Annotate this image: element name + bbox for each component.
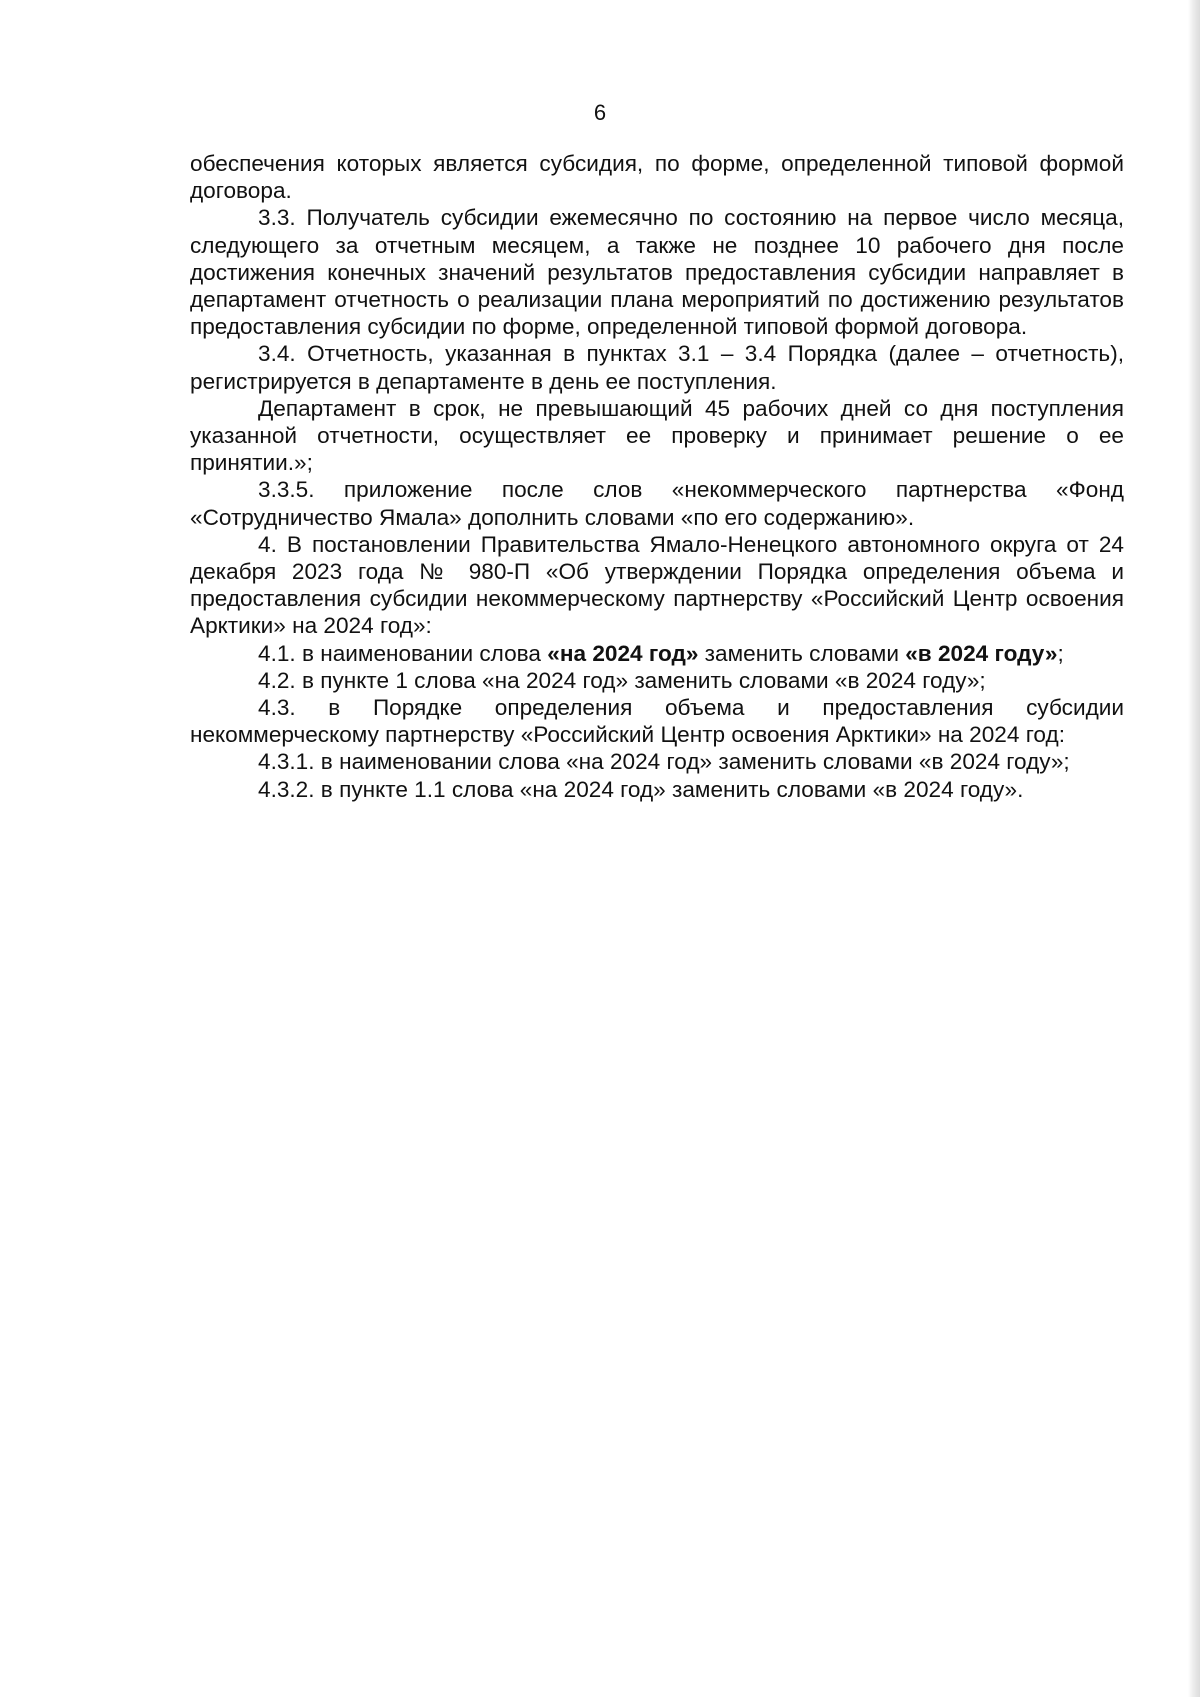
paragraph-4-1-middle: заменить словами <box>698 640 906 666</box>
paragraph-4-3-1: 4.3.1. в наименовании слова «на 2024 год» заменить словами «в 2024 году»; <box>258 749 1070 775</box>
paragraph-4-3: 4.3. в Порядке определения объема и предоставления субсидии некоммерческому партнерству «Российский Центр освоения Арктики» на 2024 год: <box>190 695 1124 748</box>
paragraph-3-3: 3.3. Получатель субсидии ежемесячно по состоянию на первое число месяца, следующего за отчетным месяцем, а также не позднее 10 рабочего дня после достижения конечных значений результатов предоставления субсидии направляет в департамент отчетность о реализации плана мероприятий по достижению результатов предоставления субсидии по форме, определенной типовой формой договора. <box>190 205 1124 340</box>
page-number: 6 <box>593 100 607 125</box>
paragraph-4-1-prefix: 4.1. в наименовании слова <box>258 640 548 666</box>
paragraph-4-2: 4.2. в пункте 1 слова «на 2024 год» заменить словами «в 2024 году»; <box>258 667 986 693</box>
paragraph-3-3-5: 3.3.5. приложение после слов «некоммерческого партнерства «Фонд «Сотрудничество Ямала» дополнить словами «по его содержанию». <box>190 477 1124 530</box>
paragraph-4-1-suffix: ; <box>1057 640 1064 666</box>
paragraph-4: 4. В постановлении Правительства Ямало-Ненецкого автономного округа от 24 декабря 2023 года № 980-П «Об утверждении Порядка определения объема и предоставления субсидии некоммерческому партнерству «Российский Центр освоения Арктики» на 2024 год»: <box>190 531 1124 639</box>
scan-edge-shadow <box>1188 0 1200 1697</box>
paragraph-4-1-bold-new: «в 2024 году» <box>905 640 1058 666</box>
paragraph-4-1-bold-old: «на 2024 год» <box>547 640 699 666</box>
paragraph-department-review: Департамент в срок, не превышающий 45 рабочих дней со дня поступления указанной отчетности, осуществляет ее проверку и принимает решение о ее принятии.»; <box>190 395 1124 476</box>
paragraph-4-3-2: 4.3.2. в пункте 1.1 слова «на 2024 год» заменить словами «в 2024 году». <box>258 776 1024 802</box>
paragraph-4-1 <box>190 640 1124 667</box>
paragraph-3-4: 3.4. Отчетность, указанная в пунктах 3.1 – 3.4 Порядка (далее – отчетность), регистрируется в департаменте в день ее поступления. <box>190 341 1124 394</box>
paragraph-continuation: обеспечения которых является субсидия, по форме, определенной типовой формой договора. <box>190 151 1124 204</box>
document-body <box>190 150 1124 803</box>
